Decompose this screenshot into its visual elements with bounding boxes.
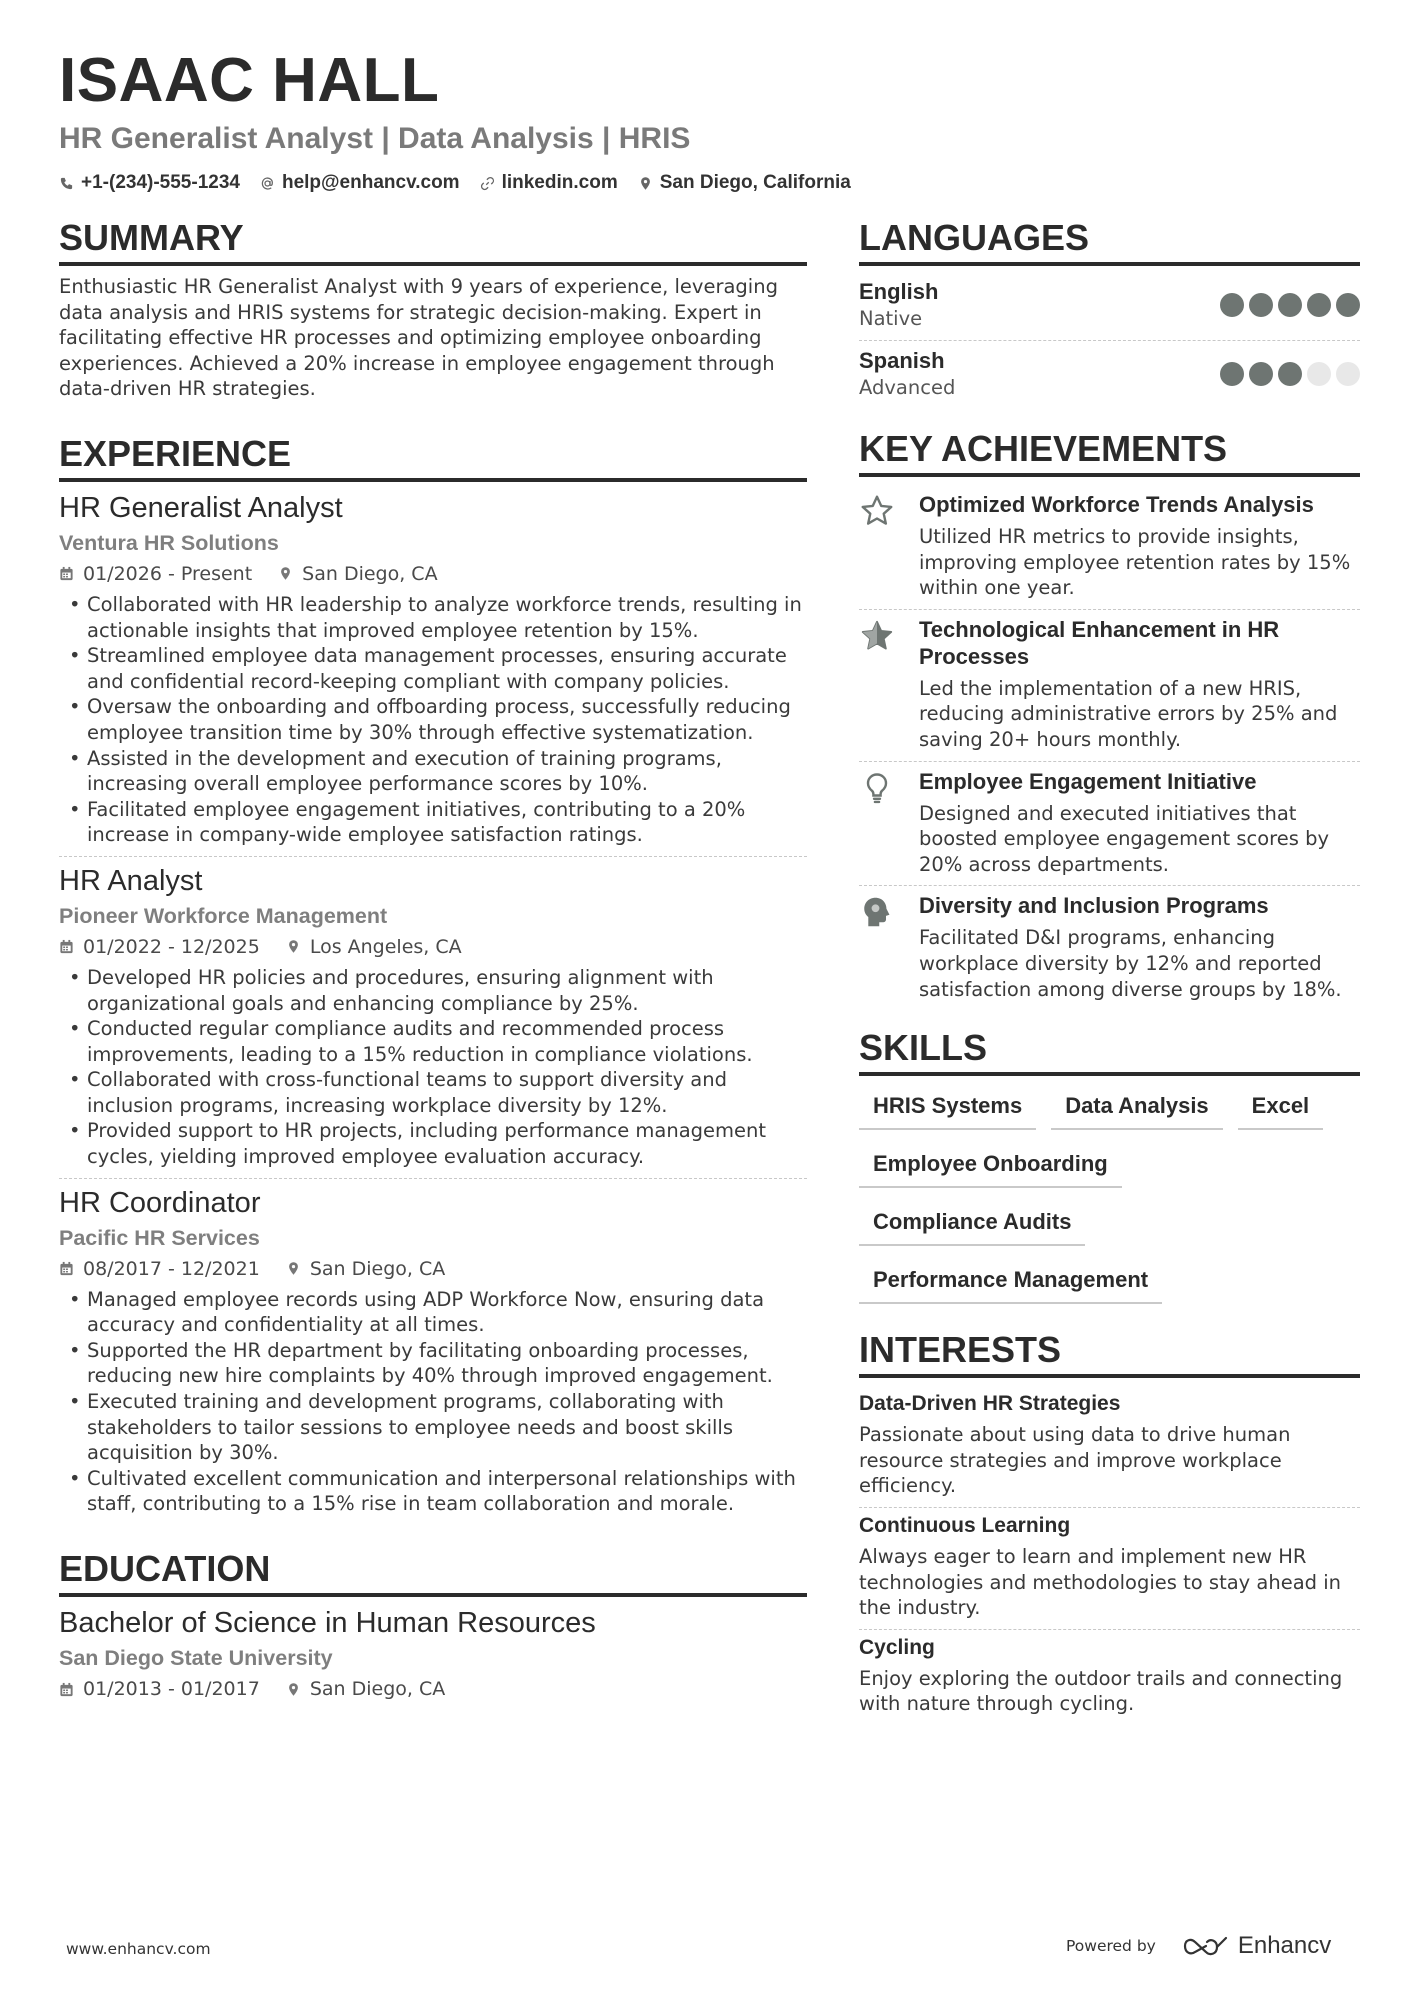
- job-location-text: Los Angeles, CA: [309, 935, 462, 958]
- achievement-desc: Led the implementation of a new HRIS, reducing administrative errors by 25% and saving 20+ hours monthly.: [919, 676, 1338, 751]
- phone-icon: [59, 176, 74, 191]
- skill-tag: Data Analysis: [1051, 1084, 1222, 1130]
- candidate-name: ISAAC HALL: [59, 46, 440, 115]
- resume-header: [59, 44, 1359, 194]
- job-location: [278, 560, 437, 588]
- contact-location-text: San Diego, California: [659, 172, 851, 193]
- contact-email[interactable]: [260, 172, 460, 194]
- skills-list: [859, 1084, 1360, 1316]
- language-level: Native: [859, 307, 923, 330]
- job-meta: [59, 560, 807, 588]
- experience-section: [59, 432, 807, 1525]
- education-location-text: San Diego, CA: [309, 1678, 446, 1700]
- job-bullet: • Streamlined employee data management processes, ensuring accurate and confidential record-keeping compliant with company policies.: [59, 643, 807, 694]
- job-meta: [59, 933, 807, 961]
- interest-title: Data-Driven HR Strategies: [859, 1392, 1121, 1416]
- job-bullets: [59, 965, 807, 1170]
- achievement-title: Optimized Workforce Trends Analysis: [919, 492, 1314, 517]
- at-icon: [260, 176, 275, 191]
- location-pin-icon: [638, 176, 653, 191]
- job-bullet: • Cultivated excellent communication and interpersonal relationships with staff, contributing to a 15% rise in team collaboration and morale.: [59, 1466, 807, 1517]
- contact-bar: [59, 172, 1359, 194]
- interest-desc: Always eager to learn and implement new HR technologies and methodologies to stay ahead in the industry.: [859, 1544, 1342, 1620]
- interests-heading: INTERESTS: [859, 1328, 1360, 1378]
- job-dates-text: 01/2022 - 12/2025: [83, 935, 260, 958]
- skill-tag: Excel: [1238, 1084, 1324, 1130]
- calendar-icon: [59, 939, 74, 954]
- footer-website[interactable]: www.enhancv.com: [66, 1940, 211, 1958]
- job-bullet: • Managed employee records using ADP Workforce Now, ensuring data accuracy and confidentiality at all times.: [59, 1287, 807, 1338]
- star-filled-icon: [859, 618, 895, 654]
- job-bullet: • Oversaw the onboarding and offboarding process, successfully reducing employee transition time by 30% through effective systematization.: [59, 694, 807, 745]
- rating-dot-filled: [1278, 362, 1302, 386]
- summary-section: [59, 216, 807, 402]
- candidate-title: HR Generalist Analyst | Data Analysis | HRIS: [59, 122, 691, 155]
- school-name: San Diego State University: [59, 1646, 333, 1670]
- job-dates: [59, 1255, 260, 1283]
- job-bullets: [59, 592, 807, 848]
- job-meta: [59, 1255, 807, 1283]
- job-title: HR Analyst: [59, 864, 203, 897]
- skill-tag: Performance Management: [859, 1258, 1162, 1304]
- achievement-desc: Designed and executed initiatives that boosted employee engagement scores by 20% across departments.: [919, 801, 1329, 876]
- company-name: Pacific HR Services: [59, 1225, 260, 1250]
- achievement-desc: Facilitated D&I programs, enhancing workplace diversity by 12% and reported satisfaction among diverse groups by 18%.: [919, 926, 1342, 1001]
- rating-dot-filled: [1278, 293, 1302, 317]
- star-outline-icon: [859, 493, 895, 529]
- right-column: [859, 216, 1360, 1725]
- skill-tag: HRIS Systems: [859, 1084, 1036, 1130]
- language-name: English: [859, 279, 939, 304]
- contact-linkedin[interactable]: [480, 172, 618, 194]
- powered-by-label: Powered by: [1066, 1937, 1156, 1955]
- achievements-heading: KEY ACHIEVEMENTS: [859, 427, 1360, 477]
- contact-phone[interactable]: [59, 172, 240, 194]
- education-dates: [59, 1675, 260, 1703]
- job-dates-text: 01/2026 - Present: [83, 562, 253, 585]
- job-bullet: • Facilitated employee engagement initiatives, contributing to a 20% increase in company-wide employee satisfaction ratings.: [59, 797, 807, 848]
- enhancv-logo-icon: [1182, 1933, 1230, 1959]
- job-location: [286, 1255, 445, 1283]
- achievement-item: [859, 609, 1360, 761]
- rating-dot-filled: [1249, 293, 1273, 317]
- job-location-text: San Diego, CA: [302, 562, 438, 585]
- job-entry: [59, 1178, 807, 1525]
- company-name: Ventura HR Solutions: [59, 530, 279, 555]
- job-bullet: • Collaborated with HR leadership to analyze workforce trends, resulting in actionable insights that improved employee retention by 15%.: [59, 592, 807, 643]
- job-location: [286, 933, 462, 961]
- language-item: [859, 274, 1360, 340]
- education-dates-text: 01/2013 - 01/2017: [83, 1678, 260, 1700]
- job-title: HR Generalist Analyst: [59, 491, 343, 524]
- brand-name: Enhancv: [1237, 1932, 1332, 1959]
- languages-section: [859, 216, 1360, 409]
- achievement-title: Employee Engagement Initiative: [919, 768, 1257, 794]
- skills-section: [859, 1026, 1360, 1316]
- job-bullet: • Conducted regular compliance audits and recommended process improvements, leading to a 15% reduction in compliance violations.: [59, 1016, 807, 1067]
- job-title: HR Coordinator: [59, 1186, 261, 1219]
- job-entry: [59, 856, 807, 1178]
- job-bullet: • Assisted in the development and execution of training programs, increasing overall employee performance scores by 10%.: [59, 746, 807, 797]
- interests-section: [859, 1328, 1360, 1725]
- interest-item: [859, 1629, 1360, 1725]
- rating-dot-filled: [1307, 293, 1331, 317]
- job-entry: [59, 490, 807, 856]
- calendar-icon: [59, 1682, 74, 1697]
- rating-dot-filled: [1220, 362, 1244, 386]
- link-icon: [480, 176, 495, 191]
- job-bullet: • Executed training and development programs, collaborating with stakeholders to tailor sessions to employee needs and boost skills acquisition by 30%.: [59, 1389, 807, 1466]
- job-dates: [59, 933, 260, 961]
- achievements-section: [859, 427, 1360, 1010]
- rating-dot-filled: [1336, 293, 1360, 317]
- experience-heading: EXPERIENCE: [59, 432, 807, 482]
- achievement-item: [859, 761, 1360, 886]
- achievement-title: Technological Enhancement in HR Processes: [919, 616, 1280, 669]
- interest-title: Continuous Learning: [859, 1513, 1071, 1537]
- language-name: Spanish: [859, 348, 945, 373]
- rating-dot-filled: [1249, 362, 1273, 386]
- job-dates: [59, 560, 252, 588]
- interest-desc: Passionate about using data to drive human resource strategies and improve workplace efficiency.: [859, 1423, 1291, 1498]
- job-dates-text: 08/2017 - 12/2021: [83, 1257, 260, 1280]
- interest-desc: Enjoy exploring the outdoor trails and connecting with nature through cycling.: [859, 1666, 1343, 1716]
- contact-location: [638, 172, 851, 194]
- job-bullet: • Developed HR policies and procedures, ensuring alignment with organizational goals and enhancing compliance by 25%.: [59, 965, 807, 1016]
- languages-heading: LANGUAGES: [859, 216, 1360, 266]
- skills-heading: SKILLS: [859, 1026, 1360, 1076]
- education-location: [286, 1675, 445, 1703]
- language-item: [859, 340, 1360, 409]
- interest-item: [859, 1507, 1360, 1629]
- degree-title: Bachelor of Science in Human Resources: [59, 1607, 596, 1639]
- contact-linkedin-text: linkedin.com: [501, 172, 618, 193]
- job-bullet: • Provided support to HR projects, including performance management cycles, yielding improved employee evaluation accuracy.: [59, 1118, 807, 1169]
- location-pin-icon: [286, 1682, 301, 1697]
- contact-phone-text: +1-(234)-555-1234: [81, 172, 240, 193]
- interest-title: Cycling: [859, 1635, 935, 1659]
- brand-logo[interactable]: [1182, 1932, 1331, 1960]
- head-icon: [859, 894, 895, 930]
- achievement-desc: Utilized HR metrics to provide insights, improving employee retention rates by 15% within one year.: [919, 525, 1351, 600]
- job-bullets: [59, 1287, 807, 1517]
- interest-item: [859, 1386, 1360, 1507]
- rating-dot-empty: [1307, 362, 1331, 386]
- achievement-item: [859, 885, 1360, 1010]
- achievement-item: [859, 485, 1360, 609]
- education-section: [59, 1547, 807, 1703]
- lightbulb-icon: [859, 770, 895, 806]
- rating-dot-empty: [1336, 362, 1360, 386]
- skill-tag: Employee Onboarding: [859, 1142, 1122, 1188]
- job-location-text: San Diego, CA: [309, 1257, 446, 1280]
- calendar-icon: [59, 1261, 74, 1276]
- location-pin-icon: [278, 566, 293, 581]
- language-level: Advanced: [859, 376, 956, 399]
- left-column: [59, 216, 807, 1703]
- summary-heading: SUMMARY: [59, 216, 807, 266]
- education-heading: EDUCATION: [59, 1547, 807, 1597]
- company-name: Pioneer Workforce Management: [59, 903, 388, 928]
- language-rating: [1215, 293, 1360, 317]
- location-pin-icon: [286, 939, 301, 954]
- contact-email-text: help@enhancv.com: [281, 172, 460, 193]
- achievement-title: Diversity and Inclusion Programs: [919, 893, 1269, 919]
- calendar-icon: [59, 566, 74, 581]
- language-rating: [1215, 362, 1360, 386]
- job-bullet: • Collaborated with cross-functional teams to support diversity and inclusion programs, increasing workplace diversity by 12%.: [59, 1067, 807, 1118]
- location-pin-icon: [286, 1261, 301, 1276]
- rating-dot-filled: [1220, 293, 1244, 317]
- footer-branding: [1066, 1932, 1331, 1960]
- summary-text: Enthusiastic HR Generalist Analyst with 9 years of experience, leveraging data analysis and HRIS systems for strategic decision-making. Expert in facilitating effective HR processes and optimizing employee onboarding experiences. Achieved a 20% increase in employee engagement through data-driven HR strategies.: [59, 275, 778, 401]
- job-bullet: • Supported the HR department by facilitating onboarding processes, reducing new hire complaints by 40% through improved engagement.: [59, 1338, 807, 1389]
- skill-tag: Compliance Audits: [859, 1200, 1085, 1246]
- education-meta: [59, 1675, 807, 1703]
